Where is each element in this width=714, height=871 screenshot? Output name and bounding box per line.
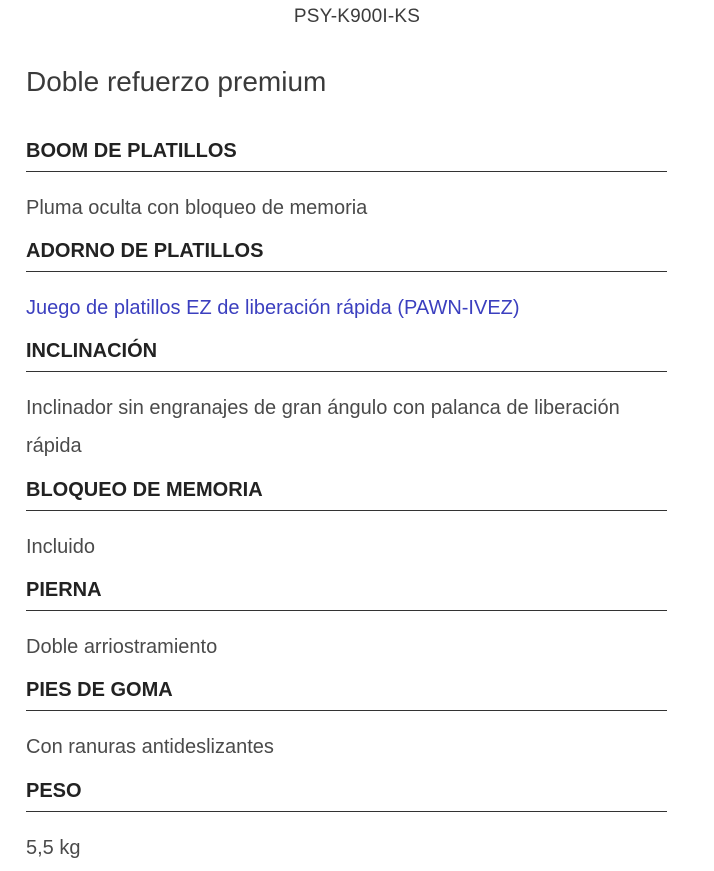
cymbal-kit-link[interactable]: Juego de platillos EZ de liberación rápida (PAWN-IVEZ): [26, 297, 520, 319]
spec-row-weight: [26, 776, 667, 867]
spec-value: Doble arriostramiento: [26, 636, 218, 658]
spec-row-leg: [26, 575, 667, 666]
spec-label: ADORNO DE PLATILLOS: [26, 236, 667, 272]
spec-value: Pluma oculta con bloqueo de memoria: [26, 197, 368, 219]
spec-row-cymbal-boom: [26, 136, 667, 227]
spec-label: INCLINACIÓN: [26, 336, 667, 372]
spec-label: PESO: [26, 776, 667, 812]
spec-label: PIERNA: [26, 575, 667, 611]
spec-value: 5,5 kg: [26, 837, 81, 859]
spec-row-tilt: [26, 336, 667, 465]
spec-label: BLOQUEO DE MEMORIA: [26, 475, 667, 511]
spec-row-cymbal-attachment: [26, 236, 667, 327]
product-subtitle: Doble refuerzo premium: [26, 66, 327, 97]
model-number: PSY-K900I-KS: [293, 6, 421, 27]
spec-value: Con ranuras antideslizantes: [26, 736, 274, 758]
spec-value: Inclinador sin engranajes de gran ángulo con palanca de liberación rápida: [26, 397, 620, 457]
spec-label: PIES DE GOMA: [26, 675, 667, 711]
spec-label: BOOM DE PLATILLOS: [26, 136, 667, 172]
spec-value: Incluido: [26, 536, 95, 558]
spec-row-memory-lock: [26, 475, 667, 566]
spec-row-rubber-feet: [26, 675, 667, 766]
